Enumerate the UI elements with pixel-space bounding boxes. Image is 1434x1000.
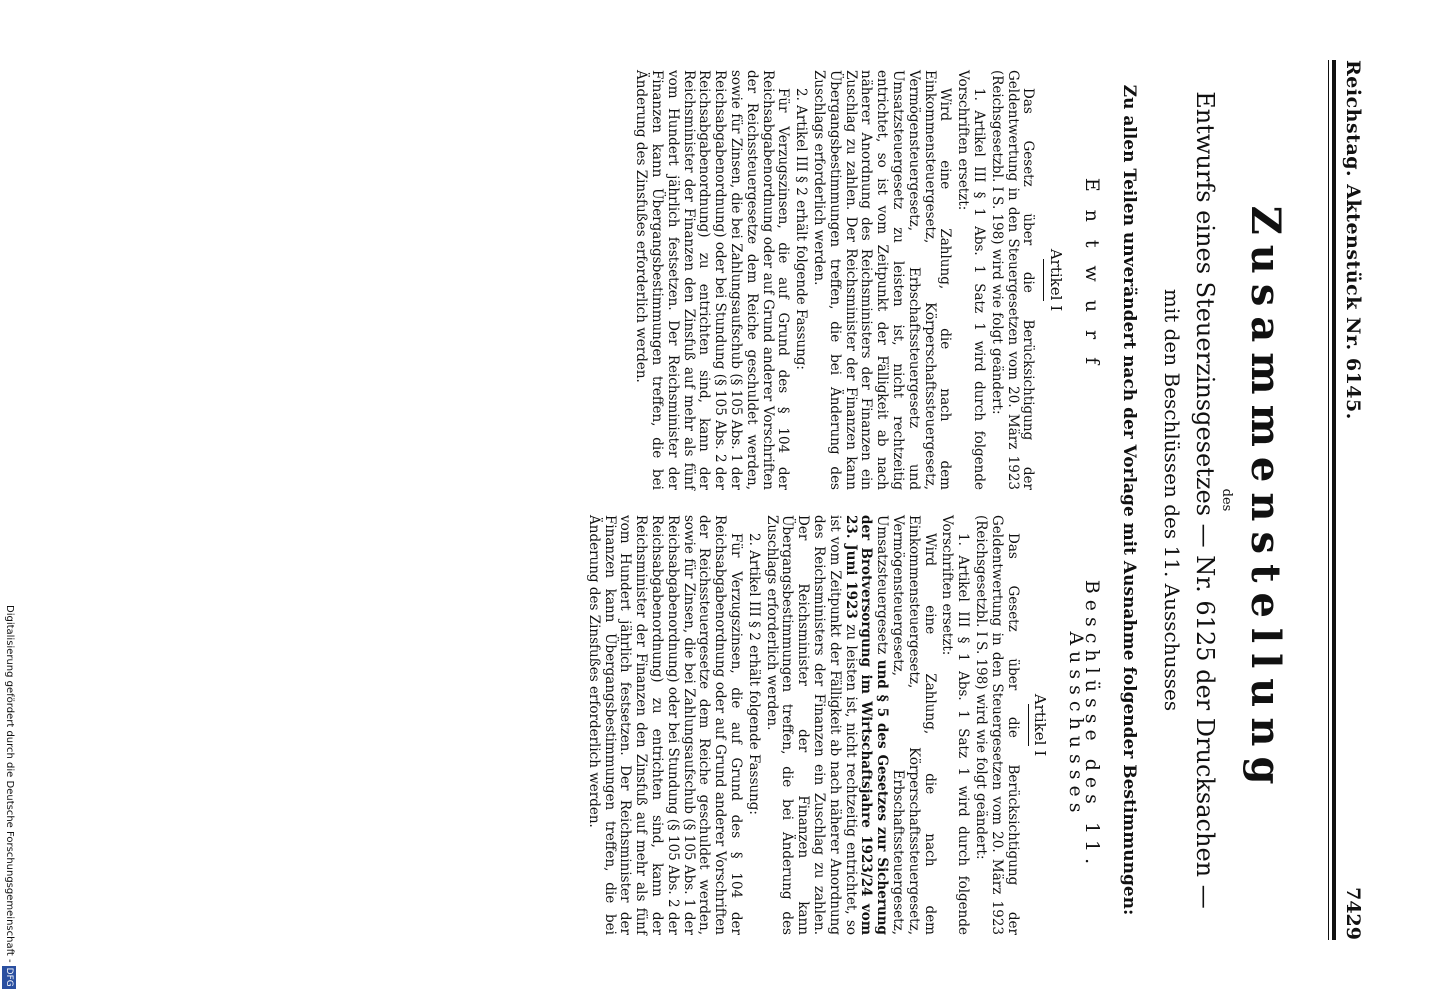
paragraph-amended [763, 515, 937, 935]
paragraph: Das Gesetz über die Berücksichtigung der Geldentwertung in den Steuergesetzen vom 20. März 1923 (Reichsgesetzbl. I S. 198) wird wie folgt geändert: [973, 515, 1021, 935]
digitization-text: Digitalisierung gefördert durch die Deutsche Forschungsgemeinschaft - [4, 605, 15, 963]
paragraph: 1. Artikel III § 1 Abs. 1 Satz 1 wird durch folgende Vorschriften ersetzt: [939, 515, 972, 935]
digitization-note [2, 605, 16, 995]
document-subtitle-2: mit den Beschlüssen des 11. Ausschusses [1160, 288, 1184, 712]
header-rule [1332, 60, 1336, 940]
paragraph: 1. Artikel III § 1 Abs. 1 Satz 1 wird durch folgende Vorschriften ersetzt: [955, 70, 988, 490]
column-entwurf [630, 70, 1103, 490]
header-rule-thin [1328, 60, 1329, 940]
paragraph: 2. Artikel III § 2 erhält folgende Fassung: [793, 88, 810, 370]
dfg-logo: DFG [4, 967, 14, 987]
intro-statement: Zu allen Teilen unverändert nach der Vorlage mit Ausnahme folgender Bestimmungen: [1119, 84, 1139, 916]
paragraph: 2. Artikel III § 2 erhält folgende Fassung: [745, 533, 762, 815]
page-header [1340, 60, 1364, 940]
connector-des: des [1219, 488, 1234, 512]
paragraph: Für Verzugszinsen, die auf Grund des § 104 der Reichsabgabenordnung oder auf Grund anderer Vorschriften der Reichssteuergesetze dem Reiche geschuldet werden, sowie für Zinsen, die bei Zahlungsaufschub (§ 105 Abs. 1 der Reichsabgabenordnung) oder bei Stundung (§ 105 Abs. 2 der Reichsabgabenordnung) zu entrichten sind, kann der Reichsminister der Finanzen den Zinsfuß auf mehr als fünf vom Hundert jährlich festsetzen. Der Reichsminister der Finanzen kann Übergangsbestimmungen treffen, die bei Änderung des Zinsfußes erforderlich werden. [585, 515, 745, 935]
paragraph: Wird eine Zahlung, die nach dem Einkommensteuergesetz, Körperschaftssteuergesetz, Vermögensteuergesetz, Erbschaftssteuergesetz und Umsatzsteuergesetz zu leisten ist, nicht rechtzeitig entrichtet, so ist vom Zeitpunkt der Fälligkeit ab nach näherer Anordnung des Reichsministers der Finanzen ein Zuschlag zu zahlen. Der Reichsminister der Finanzen kann Übergangsbestimmungen treffen, die bei Änderung des Zuschlags erforderlich werden. [811, 70, 954, 490]
page-number: 7429 [1342, 887, 1364, 940]
article-heading: Artikel I [1047, 248, 1066, 312]
article-rule [1043, 259, 1044, 301]
paragraph: Das Gesetz über die Berücksichtigung der Geldentwertung in den Steuergesetzen vom 20. März 1923 (Reichsgesetzbl. I S. 198) wird wie folgt geändert: [988, 70, 1037, 490]
column-heading: Entwurf [1081, 177, 1103, 383]
article-rule [1028, 704, 1029, 746]
paragraph: Für Verzugszinsen, die auf Grund des § 104 der Reichsabgabenordnung oder auf Grund anderer Vorschriften der Reichssteuergesetze dem Reiche geschuldet werden, sowie für Zinsen, die bei Zahlungsaufschub (§ 105 Abs. 1 der Reichsabgabenordnung) oder bei Stundung (§ 105 Abs. 2 der Reichsabgabenordnung) zu entrichten sind, kann der Reichsminister der Finanzen den Zinsfuß auf mehr als fünf vom Hundert jährlich festsetzen. Der Reichsminister der Finanzen kann Übergangsbestimmungen treffen, die bei Änderung des Zinsfußes erforderlich werden. [633, 70, 792, 490]
article-heading: Artikel I [1031, 693, 1050, 757]
text-span: zu leisten ist, nicht rechtzeitig entrichtet, so ist vom Zeitpunkt der Fälligkeit ab nach näherer Anordnung des Reichsministers der Finanzen ein Zuschlag zu zahlen. Der Reichsminister der Finanzen kann Übergangsbestimmungen treffen, die bei Änderung des Zuschlags erforderlich werden. [763, 515, 859, 935]
running-head: Reichstag. Aktenstück Nr. 6145. [1342, 60, 1364, 420]
digitization-text-wrap [2, 605, 16, 995]
bold-amendment: und § 5 des Gesetzes zur Sicherung der Brotversorgung im Wirtschaftsjahre 1923/24 vom 23. Juni 1923 [842, 515, 891, 936]
document-subtitle: Entwurfs eines Steuerzinsgesetzes — Nr. 6125 der Drucksachen — [1191, 91, 1219, 909]
column-beschluesse [583, 515, 1103, 936]
column-heading: Beschlüsse des 11. Ausschusses [1065, 579, 1103, 871]
document-title: Zusammenstellung [1242, 205, 1289, 795]
text-span: Wird eine Zahlung, die nach dem Einkommensteuergesetz, Körperschaftssteuergesetz, Vermögensteuergesetz, Erbschaftssteuergesetz, Umsatzsteuergesetz [874, 515, 938, 935]
